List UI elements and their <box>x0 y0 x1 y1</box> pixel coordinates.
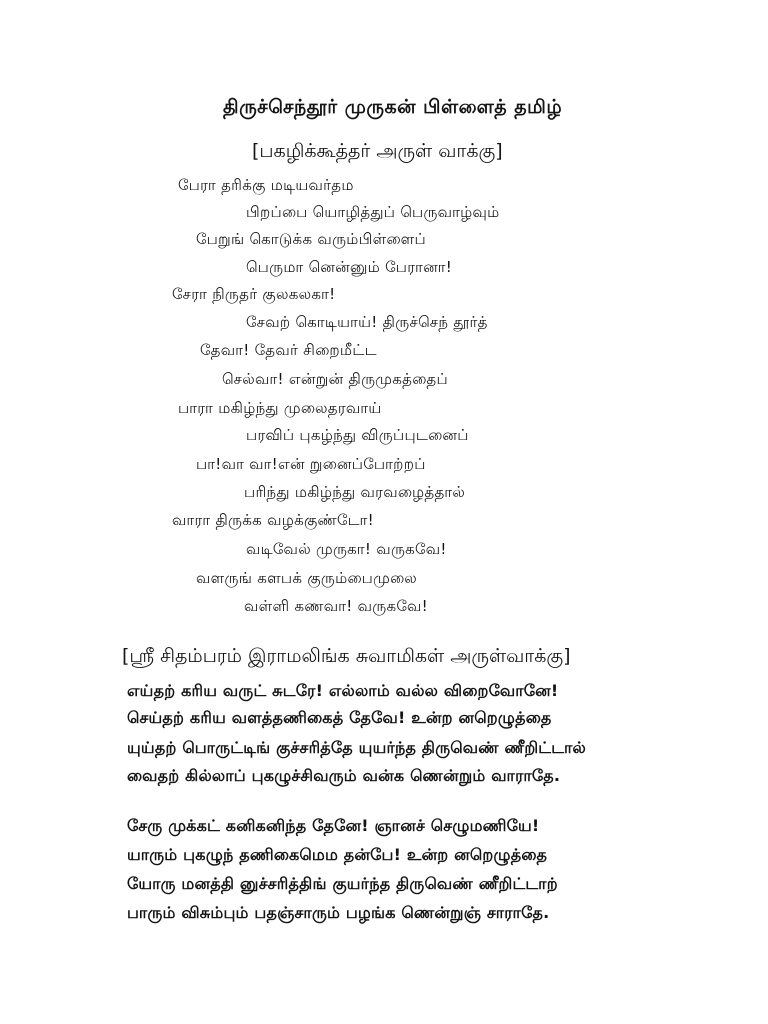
stanza-line: யோரு மனத்தி னுச்சரித்திங் குயர்ந்த திருவெண் ணீறிட்டாற் <box>127 874 558 893</box>
verse-line: சேவற் கொடியாய்! திருச்செந் தூர்த் <box>246 313 488 331</box>
verse-line: வளருங் களபக் குரும்பைமுலை <box>196 569 418 587</box>
verse-line: பெருமா னென்னும் பேரானா! <box>246 258 453 276</box>
section-heading-pakazhikkuthar: [பகழிக்கூத்தர் அருள் வாக்கு] <box>252 140 503 162</box>
stanza-line: எய்தற் கரிய வருட் சுடரே! எல்லாம் வல்ல விறைவோனே! <box>127 681 559 700</box>
verse-line: பேறுங் கொடுக்க வரும்பிள்ளைப் <box>196 230 426 248</box>
verse-line: தேவா! தேவர் சிறைமீட்ட <box>200 341 377 359</box>
stanza-line: யுய்தற் பொருட்டிங் குச்சரித்தே யுயர்ந்த திருவெண் ணீறிட்டால் <box>127 738 586 757</box>
verse-line: பரவிப் புகழ்ந்து விருப்புடனைப் <box>246 426 469 444</box>
document-title: திருச்செந்தூர் முருகன் பிள்ளைத் தமிழ் <box>223 96 563 118</box>
stanza-line: வைதற் கில்லாப் புகழுச்சிவரும் வன்க ணென்றும் வாராதே. <box>127 766 561 785</box>
stanza-line: யாரும் புகழுந் தணிகைமெம தன்பே! உன்ற னறெழுத்தை <box>127 845 548 864</box>
section-heading-ramalinga: [ஸ்ரீ சிதம்பரம் இராமலிங்க சுவாமிகள் அருள்வாக்கு] <box>122 645 571 667</box>
stanza-line: செய்தற் கரிய வளத்தணிகைத் தேவே! உன்ற னறெழுத்தை <box>127 708 552 727</box>
stanza-line: சேரு முக்கட் கனிகனிந்த தேனே! ஞானச் செழுமணியே! <box>127 816 540 835</box>
verse-line: பா!வா வா!என் றுனைப்போற்றப் <box>196 455 426 473</box>
verse-line: வாரா திருக்க வழக்குண்டோ! <box>172 511 374 529</box>
stanza-line: பாரும் விசும்பும் பதஞ்சாரும் பழங்க ணென்றுஞ் சாராதே. <box>127 903 550 922</box>
verse-line: பாரா மகிழ்ந்து முலைதரவாய் <box>178 399 382 417</box>
verse-line: சேரா நிருதர் குலகலகா! <box>172 285 336 303</box>
verse-line: பரிந்து மகிழ்ந்து வரவழைத்தால் <box>244 483 466 501</box>
verse-line: பிறப்பை யொழித்துப் பெருவாழ்வும் <box>246 203 500 221</box>
verse-line: செல்வா! என்றுன் திருமுகத்தைப் <box>222 370 448 388</box>
verse-line: வடிவேல் முருகா! வருகவே! <box>246 540 447 558</box>
verse-line: பேரா தரிக்கு மடியவர்தம <box>178 176 354 194</box>
verse-line: வள்ளி கணவா! வருகவே! <box>244 597 428 615</box>
